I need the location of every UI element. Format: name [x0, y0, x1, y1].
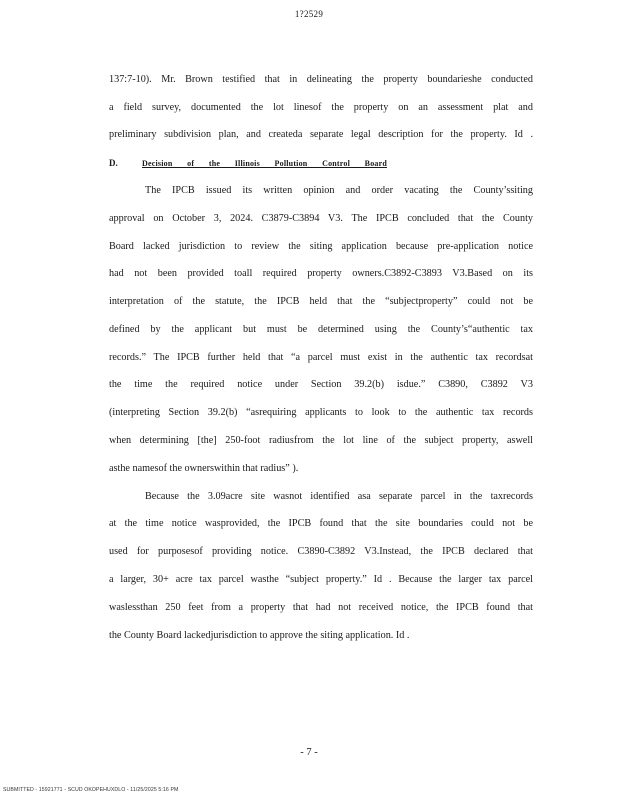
- paragraph-line: a larger, 30+ acre tax parcel wasthe “subject property.” Id . Because the larger tax parcel: [109, 574, 533, 585]
- paragraph-line: Because the 3.09acre site wasnot identified asa separate parcel in the taxrecords: [145, 491, 533, 502]
- document-number: 1?2529: [294, 9, 324, 19]
- paragraph-line: waslessthan 250 feet from a property that had not received notice, the IPCB found that: [109, 602, 533, 613]
- paragraph-line: 137:7-10). Mr. Brown testified that in delineating the property boundarieshe conducted: [109, 74, 533, 85]
- paragraph-line: The IPCB issued its written opinion and order vacating the County’ssiting: [145, 185, 533, 196]
- submission-stamp: SUBMITTED - 15921771 - SCUD OKOPEHUXDLO - 11/25/2025 5:16 PM: [3, 787, 179, 793]
- paragraph-line: when determining [the] 250-foot radiusfrom the lot line of the subject property, aswell: [109, 435, 533, 446]
- section-title: Decision of the Illinois Pollution Control Board: [142, 159, 387, 168]
- paragraph-line: defined by the applicant but must be determined using the County’s“authentic tax: [109, 324, 533, 335]
- paragraph-line: the County Board lackedjurisdiction to approve the siting application. Id .: [109, 630, 410, 641]
- page-number: - 7 -: [300, 747, 318, 758]
- paragraph-line: used for purposesof providing notice. C3890-C3892 V3.Instead, the IPCB declared that: [109, 546, 533, 557]
- document-body: [109, 0, 533, 800]
- paragraph-line: (interpreting Section 39.2(b) “asrequiring applicants to look to the authentic tax records: [109, 407, 533, 418]
- paragraph-line: records.” The IPCB further held that “a parcel must exist in the authentic tax recordsat: [109, 352, 533, 363]
- paragraph-line: a field survey, documented the lot linesof the property on an assessment plat and: [109, 102, 533, 113]
- paragraph-line: the time the required notice under Section 39.2(b) isdue.” C3890, C3892 V3: [109, 379, 533, 390]
- section-heading: [109, 156, 387, 171]
- paragraph-line: approval on October 3, 2024. C3879-C3894 V3. The IPCB concluded that the County: [109, 213, 533, 224]
- paragraph-line: interpretation of the statute, the IPCB held that the “subjectproperty” could not be: [109, 296, 533, 307]
- paragraph-line: preliminary subdivision plan, and createda separate legal description for the property. Id .: [109, 129, 533, 140]
- paragraph-line: asthe namesof the ownerswithin that radius” ).: [109, 463, 299, 474]
- paragraph-line: at the time notice wasprovided, the IPCB found that the site boundaries could not be: [109, 518, 533, 529]
- paragraph-line: Board lacked jurisdiction to review the siting application because pre-application notice: [109, 241, 533, 252]
- section-label: D.: [109, 158, 118, 168]
- paragraph-line: had not been provided toall required property owners.C3892-C3893 V3.Based on its: [109, 268, 533, 279]
